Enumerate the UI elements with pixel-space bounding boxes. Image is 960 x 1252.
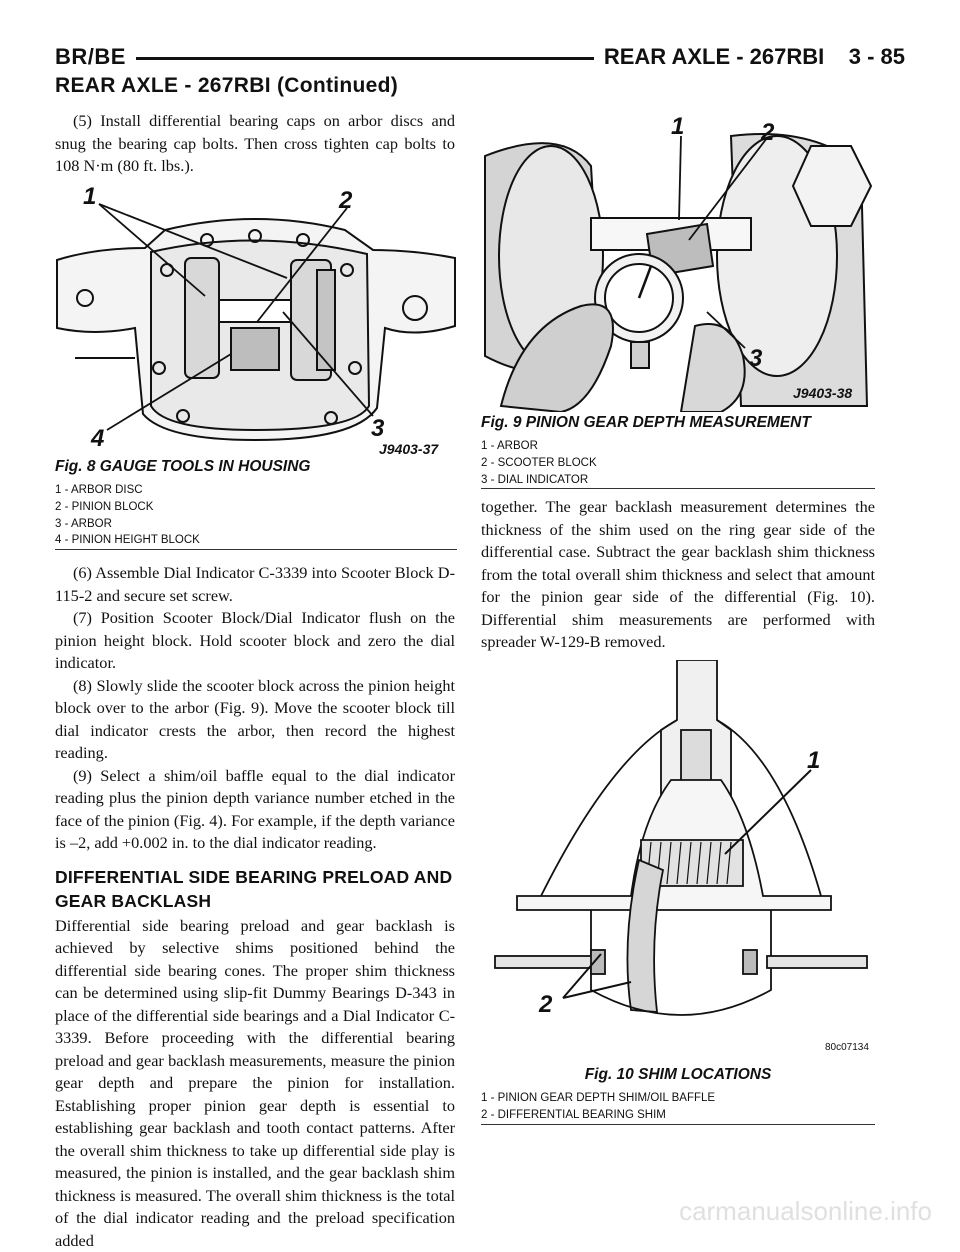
fig9-code: J9403-38 xyxy=(793,385,852,401)
fig8-caption xyxy=(55,458,457,550)
section-heading-line2: GEAR BACKLASH xyxy=(55,889,455,913)
fig10-callout-2: 2 xyxy=(538,991,553,1018)
fig8-legend xyxy=(55,482,457,550)
fig8-illustration xyxy=(55,178,457,456)
fig9-legend-3: 3 - DIAL INDICATOR xyxy=(481,472,875,489)
fig8-code: J9403-37 xyxy=(379,441,439,456)
section-heading-line1: DIFFERENTIAL SIDE BEARING PRELOAD AND xyxy=(55,865,455,889)
step-5-block xyxy=(55,110,455,178)
page-header xyxy=(55,38,905,72)
fig8-callout-1: 1 xyxy=(83,183,96,210)
fig10-caption xyxy=(481,1066,875,1125)
fig10-legend-2: 2 - DIFFERENTIAL BEARING SHIM xyxy=(481,1107,875,1124)
fig10-illustration xyxy=(481,660,875,1062)
step-9: (9) Select a shim/oil baffle equal to the dial indicator reading plus the pinion depth variance number etched in the face of the pinion (Fig. 4). For example, if the depth variance is –2, add +0.002 in. to the dial indicator reading. xyxy=(55,765,455,855)
header-left: BR/BE xyxy=(55,44,136,70)
column2-body xyxy=(481,496,875,654)
fig9-callout-3: 3 xyxy=(749,345,763,372)
step-7: (7) Position Scooter Block/Dial Indicator flush on the pinion height block. Hold scooter block and zero the dial indicator. xyxy=(55,607,455,675)
step-8: (8) Slowly slide the scooter block across the pinion height block over to the arbor (Fig. 9). Move the scooter block till dial indicator crests the arbor, then record the highest reading. xyxy=(55,675,455,765)
fig8-callout-2: 2 xyxy=(338,187,353,214)
column2-paragraph: together. The gear backlash measurement determines the thickness of the shim used on the ring gear side of the differential case. Subtract the gear backlash shim thickness from the total overall shim thickness and select that amount for the pinion gear side of the differential (Fig. 10). Differential shim measurements are performed with spreader W-129-B removed. xyxy=(481,496,875,654)
fig10-legend xyxy=(481,1090,875,1125)
fig9-svg xyxy=(481,106,875,412)
continued-title: REAR AXLE - 267RBI (Continued) xyxy=(55,74,398,98)
fig9-illustration xyxy=(481,106,875,412)
fig9-callout-2: 2 xyxy=(760,119,775,146)
fig9-legend-1: 1 - ARBOR xyxy=(481,438,875,455)
fig9-legend xyxy=(481,438,875,489)
fig9-title: Fig. 9 PINION GEAR DEPTH MEASUREMENT xyxy=(481,414,875,432)
fig8-legend-1: 1 - ARBOR DISC xyxy=(55,482,457,499)
fig8-legend-2: 2 - PINION BLOCK xyxy=(55,499,457,516)
fig10-svg xyxy=(481,660,875,1062)
fig8-callout-3: 3 xyxy=(371,415,385,442)
header-right: REAR AXLE - 267RBI 3 - 85 xyxy=(594,44,905,70)
fig9-legend-2: 2 - SCOOTER BLOCK xyxy=(481,455,875,472)
watermark: carmanualsonline.info xyxy=(679,1196,932,1227)
fig10-title: Fig. 10 SHIM LOCATIONS xyxy=(481,1066,875,1084)
fig9-caption xyxy=(481,414,875,489)
section-paragraph: Differential side bearing preload and gear backlash is achieved by selective shims positioned behind the differential side bearing cones. The proper shim thickness can be determined using slip-fit Dummy Bearings D-343 in place of the differential side bearings and a Dial Indicator C-3339. Before proceeding with the differential bearing preload and gear backlash measurements, measure the pinion gear depth and prepare the pinion for installation. Establishing proper pinion gear depth is essential to establishing gear backlash and tooth contact patterns. After the overall shim thickness to take up differential side play is measured, the pinion is installed, and the gear backlash shim thickness is measured. The overall shim thickness is the total of the dial indicator reading and the preload specification added xyxy=(55,915,455,1252)
fig10-callout-1: 1 xyxy=(807,747,820,774)
step-6: (6) Assemble Dial Indicator C-3339 into Scooter Block D-115-2 and secure set screw. xyxy=(55,562,455,607)
fig10-legend-1: 1 - PINION GEAR DEPTH SHIM/OIL BAFFLE xyxy=(481,1090,875,1107)
fig9-callout-1: 1 xyxy=(671,113,684,140)
fig8-callout-4: 4 xyxy=(90,425,104,452)
column1-body xyxy=(55,562,455,1252)
step-5: (5) Install differential bearing caps on arbor discs and snug the bearing cap bolts. Then cross tighten cap bolts to 108 N·m (80 ft. lbs.). xyxy=(55,110,455,178)
fig8-legend-3: 3 - ARBOR xyxy=(55,516,457,533)
fig8-title: Fig. 8 GAUGE TOOLS IN HOUSING xyxy=(55,458,457,476)
fig8-legend-4: 4 - PINION HEIGHT BLOCK xyxy=(55,532,457,549)
fig10-code: 80c07134 xyxy=(825,1042,869,1053)
fig8-svg xyxy=(55,178,457,456)
